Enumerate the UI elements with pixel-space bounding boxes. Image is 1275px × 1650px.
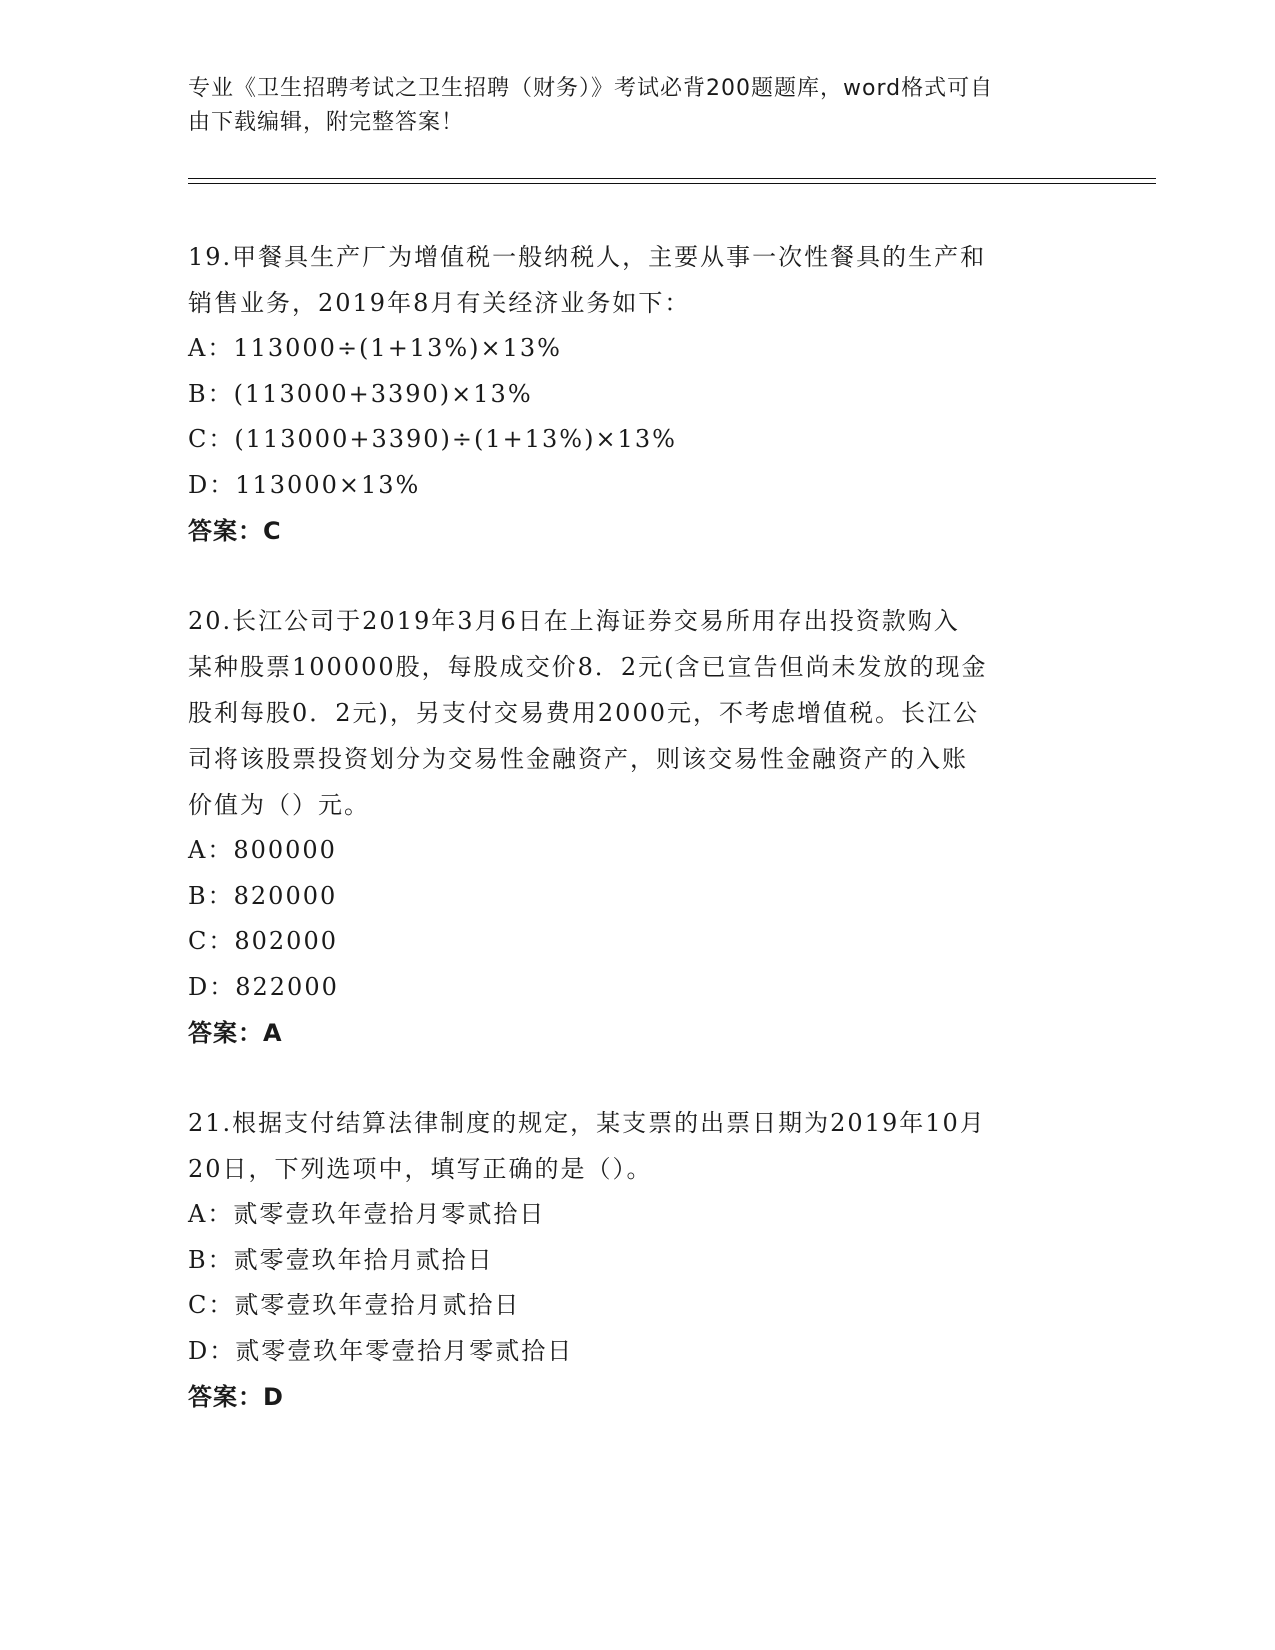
option-d: D：113000×13% (188, 470, 421, 499)
option-d: D：822000 (188, 972, 339, 1001)
option-d: D：贰零壹玖年零壹拾月零贰拾日 (188, 1336, 574, 1365)
answer: 答案：A (188, 1019, 283, 1047)
question-stem: 价值为（）元。 (188, 791, 370, 819)
header-divider-bottom (188, 183, 1156, 184)
option-b: B：(113000+3390)×13% (188, 379, 533, 408)
answer: 答案：C (188, 517, 282, 545)
document-header (188, 72, 1088, 140)
option-c: C：贰零壹玖年壹拾月贰拾日 (188, 1291, 521, 1319)
question-stem: 销售业务，2019年8月有关经济业务如下： (188, 289, 691, 317)
option-a: A：113000÷(1+13%)×13% (188, 334, 562, 362)
option-b: B：贰零壹玖年拾月贰拾日 (188, 1245, 494, 1274)
question-stem: 21.根据支付结算法律制度的规定，某支票的出票日期为2019年10月 (188, 1109, 986, 1137)
question-stem: 股利每股0．2元)，另支付交易费用2000元，不考虑增值税。长江公 (188, 699, 979, 727)
question-19 (188, 234, 1088, 554)
question-stem: 司将该股票投资划分为交易性金融资产，则该交易性金融资产的入账 (188, 745, 968, 773)
question-20 (188, 598, 1088, 1056)
header-line-1: 专业《卫生招聘考试之卫生招聘（财务）》考试必背200题题库，word格式可自 (188, 76, 994, 101)
option-a: A：贰零壹玖年壹拾月零贰拾日 (188, 1200, 546, 1228)
option-b: B：820000 (188, 881, 338, 910)
option-c: C：802000 (188, 927, 338, 955)
question-stem: 20日，下列选项中，填写正确的是（）。 (188, 1155, 653, 1183)
question-stem: 20.长江公司于2019年3月6日在上海证券交易所用存出投资款购入 (188, 607, 960, 635)
header-line-2: 由下载编辑，附完整答案！ (188, 110, 465, 135)
question-21 (188, 1100, 1088, 1420)
answer: 答案：D (188, 1383, 284, 1411)
header-divider-top (188, 178, 1156, 179)
question-stem: 某种股票100000股，每股成交价8．2元(含已宣告但尚未发放的现金 (188, 653, 988, 681)
question-stem: 19.甲餐具生产厂为增值税一般纳税人，主要从事一次性餐具的生产和 (188, 243, 987, 271)
option-a: A：800000 (188, 836, 337, 864)
option-c: C：(113000+3390)÷(1+13%)×13% (188, 425, 677, 453)
